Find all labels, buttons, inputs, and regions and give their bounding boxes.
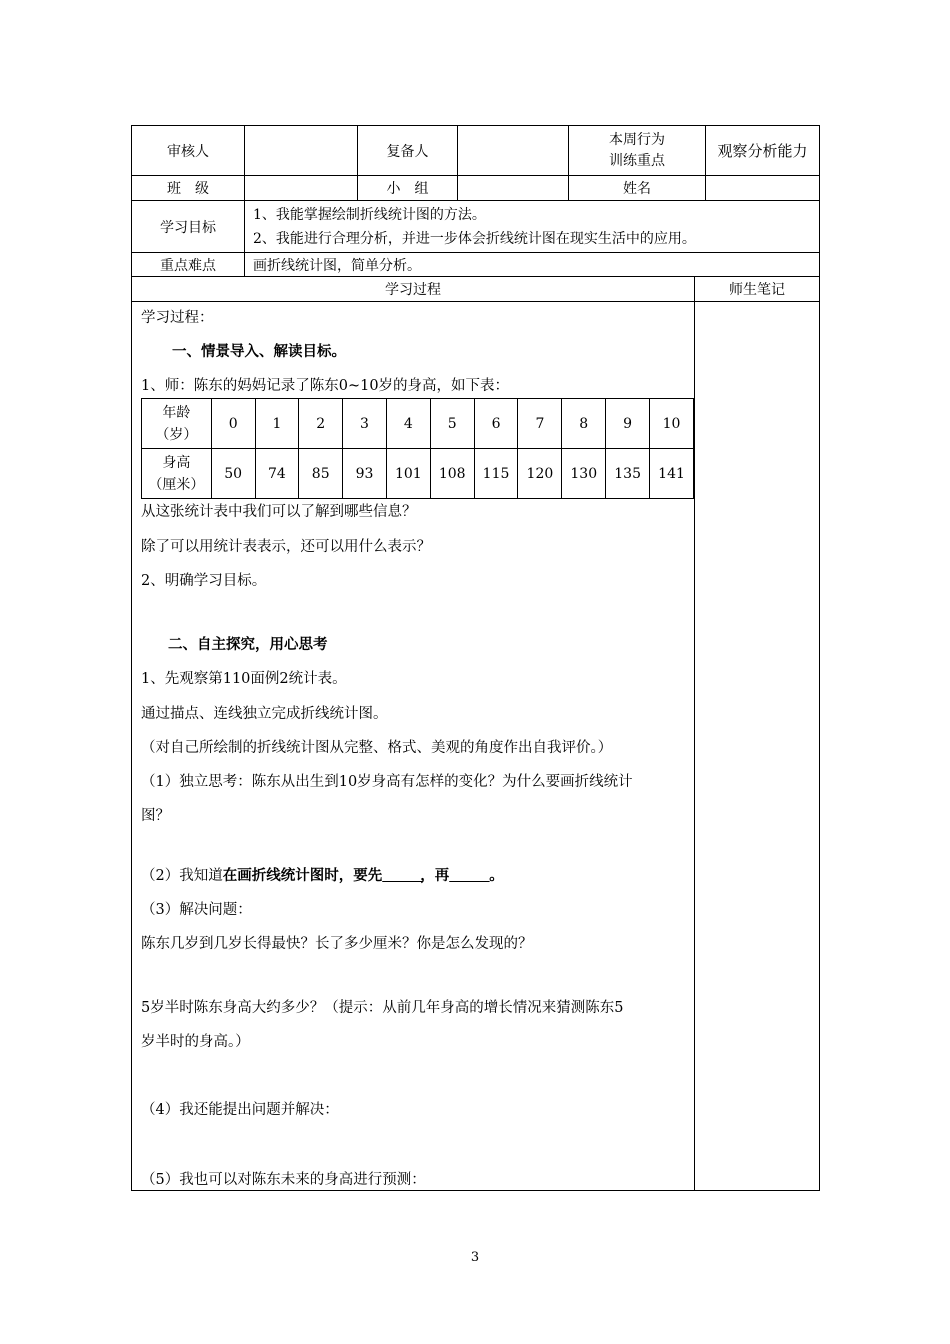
age-row [142,399,694,449]
height-cell: 50 [211,449,255,499]
step-draw: 通过描点、连线独立完成折线统计图。 [141,706,388,722]
notes-header: 师生笔记 [695,277,820,302]
height-cell: 130 [562,449,606,499]
rechecker-value[interactable] [458,126,569,176]
group-value[interactable] [458,176,569,201]
process-header: 学习过程 [132,277,695,302]
height-cell: 101 [386,449,430,499]
page-number: 3 [470,1250,480,1265]
age-cell: 1 [255,399,299,449]
age-cell: 9 [606,399,650,449]
step-know [141,864,504,885]
goals-label: 学习目标 [132,201,245,253]
height-unit: （厘米） [148,476,205,493]
step-know-bold: 在画折线统计图时，要先 [222,868,383,884]
goal-2: 2、我能进行合理分析，并进一步体会折线统计图在现实生活中的应用。 [253,230,696,247]
question-2: 2、明确学习目标。 [141,573,267,589]
section-1-heading: 一、情景导入、解读目标。 [172,344,346,360]
age-cell: 3 [343,399,387,449]
age-label: 年龄 [162,404,191,421]
height-cell: 115 [474,449,518,499]
focus-label [569,126,706,176]
age-cell: 2 [299,399,343,449]
intro-text: 学习过程： [141,310,214,326]
question-half-line2: 岁半时的身高。） [141,1034,250,1050]
process-content [132,302,695,1191]
difficulty-value: 画折线统计图，简单分析。 [245,253,820,277]
step-know-mid: ，再 [420,868,450,884]
age-unit: （岁） [155,426,198,443]
step-1: 1、先观察第110面例2统计表。 [141,671,347,687]
step-ask: （4）我还能提出问题并解决： [141,1102,339,1118]
question-1: 1、师：陈东的妈妈记录了陈东0~10岁的身高，如下表： [141,378,510,394]
class-label: 班 级 [132,176,245,201]
goal-1: 1、我能掌握绘制折线统计图的方法。 [253,206,486,223]
focus-label-line2: 训练重点 [609,152,665,169]
step-predict: （5）我也可以对陈东未来的身高进行预测： [141,1172,426,1188]
step-evaluate: （对自己所绘制的折线统计图从完整、格式、美观的角度作出自我评价。） [141,740,613,756]
lesson-plan-table [131,125,820,1191]
height-cell: 85 [299,449,343,499]
height-data-table [141,398,694,499]
age-cell: 4 [386,399,430,449]
name-label: 姓名 [569,176,706,201]
question-other: 除了可以用统计表表示，还可以用什么表示？ [141,539,431,555]
height-cell: 135 [606,449,650,499]
age-row-label [142,399,212,449]
focus-value: 观察分析能力 [706,126,820,176]
question-fastest: 陈东几岁到几岁长得最快？长了多少厘米？你是怎么发现的？ [141,936,533,952]
question-half-line1: 5岁半时陈东身高大约多少？（提示：从前几年身高的增长情况来猜测陈东5 [141,1000,624,1016]
height-cell: 74 [255,449,299,499]
reviewer-label: 审核人 [132,126,245,176]
class-value[interactable] [245,176,358,201]
height-cell: 120 [518,449,562,499]
reviewer-value[interactable] [245,126,358,176]
age-cell: 8 [562,399,606,449]
step-solve: （3）解决问题： [141,902,252,918]
age-cell: 6 [474,399,518,449]
height-row [142,449,694,499]
height-label: 身高 [162,454,191,471]
step-think-line1: （1）独立思考：陈东从出生到10岁身高有怎样的变化？为什么要画折线统计 [141,774,633,790]
height-cell: 108 [430,449,474,499]
difficulty-label: 重点难点 [132,253,245,277]
age-cell: 5 [430,399,474,449]
age-cell: 10 [650,399,694,449]
goals-cell [245,201,820,253]
age-cell: 0 [211,399,255,449]
notes-column[interactable] [695,302,820,1191]
rechecker-label: 复备人 [358,126,458,176]
question-info: 从这张统计表中我们可以了解到哪些信息？ [141,504,417,520]
focus-label-line1: 本周行为 [609,131,665,148]
blank-first[interactable] [382,867,420,884]
section-2-heading: 二、自主探究，用心思考 [168,637,328,653]
blank-second[interactable] [449,867,489,884]
name-value[interactable] [706,176,820,201]
step-think-line2: 图？ [141,808,170,824]
height-row-label [142,449,212,499]
height-cell: 141 [650,449,694,499]
step-know-prefix: （2）我知道 [141,868,223,884]
group-label: 小 组 [358,176,458,201]
height-cell: 93 [343,449,387,499]
step-know-end: 。 [489,868,504,884]
age-cell: 7 [518,399,562,449]
